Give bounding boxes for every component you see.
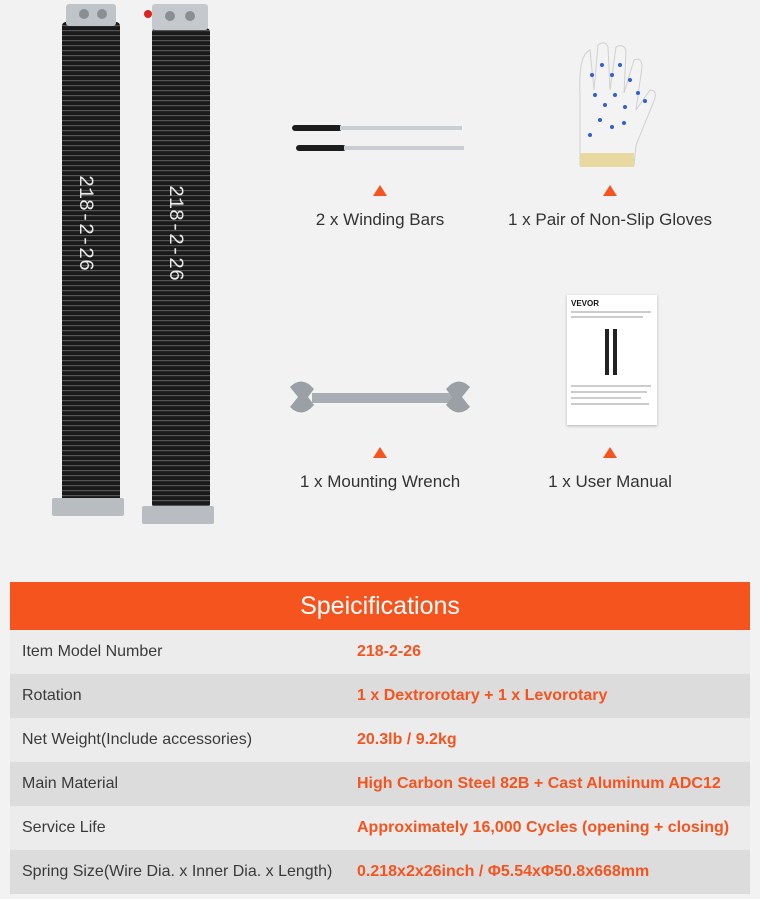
spec-value: High Carbon Steel 82B + Cast Aluminum ADC12	[357, 775, 721, 792]
gloves-image	[550, 35, 670, 175]
spring-print-left: 218-2-26	[73, 175, 96, 272]
table-row	[10, 762, 750, 806]
spec-key: Main Material	[22, 775, 119, 792]
spec-value: 20.3lb / 9.2kg	[357, 731, 457, 748]
item-winding-bars	[280, 100, 480, 240]
table-row	[10, 850, 750, 894]
spec-key: Spring Size(Wire Dia. x Inner Dia. x Length)	[22, 863, 333, 880]
item-label: 2 x Winding Bars	[315, 210, 445, 229]
arrow-up-icon	[373, 447, 387, 458]
item-gloves	[500, 30, 720, 240]
arrow-up-icon	[603, 185, 617, 196]
table-row	[10, 630, 750, 674]
manual-image	[567, 295, 657, 425]
item-wrench	[280, 370, 480, 500]
item-label: 1 x User Manual	[548, 472, 672, 491]
spring-print-right: 218-2-26	[163, 185, 186, 282]
manual-brand: VEVOR	[571, 299, 600, 308]
spec-value: 0.218x2x26inch / Φ5.54xΦ50.8x668mm	[357, 863, 650, 880]
arrow-up-icon	[373, 185, 387, 196]
spec-value: 218-2-26	[357, 643, 422, 660]
item-label: 1 x Pair of Non-Slip Gloves	[507, 210, 713, 229]
table-row	[10, 806, 750, 850]
spec-value: 1 x Dextrorotary + 1 x Levorotary	[357, 687, 608, 704]
torsion-springs-image	[40, 0, 240, 530]
spec-key: Service Life	[22, 819, 106, 836]
winding-bars-image	[280, 115, 480, 185]
item-label: 1 x Mounting Wrench	[299, 472, 461, 491]
wrench-image	[280, 375, 480, 425]
specifications-table	[10, 582, 750, 894]
spec-key: Net Weight(Include accessories)	[22, 731, 253, 748]
item-manual	[500, 290, 720, 500]
specifications-title: Speicifications	[10, 582, 750, 630]
spec-value: Approximately 16,000 Cycles (opening + closing)	[357, 819, 730, 836]
table-row	[10, 674, 750, 718]
spec-key: Rotation	[22, 687, 82, 704]
spec-key: Item Model Number	[22, 643, 163, 660]
table-row	[10, 718, 750, 762]
arrow-up-icon	[603, 447, 617, 458]
